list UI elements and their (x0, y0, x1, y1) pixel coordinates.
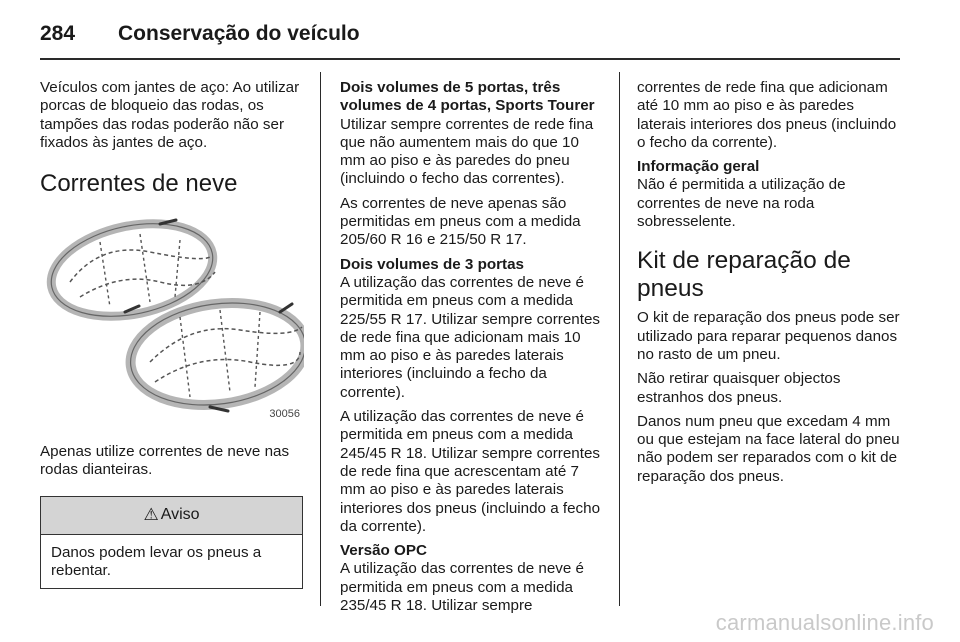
paragraph-opc: A utilização das correntes de neve é permitida em pneus com a medida 235/45 R 18. Utilizar sempre (340, 560, 584, 615)
section-heading-tyre-repair-kit: Kit de reparação de pneus (637, 247, 851, 303)
subheading-5-door: Dois volumes de 5 portas, três volumes de 4 portas, Sports Tourer (340, 79, 595, 115)
warning-box (40, 496, 303, 590)
paragraph-5-door: Utilizar sempre correntes de rede fina que não aumentem mais do que 10 mm ao piso e às paredes do pneu (incluindo o fecho das correntes). (340, 115, 594, 188)
paragraph-repair-kit-3: Danos num pneu que excedam 4 mm ou que estejam na face lateral do pneu não podem ser reparados com o kit de reparação dos pneus. (637, 412, 900, 485)
intro-paragraph: Veículos com jantes de aço: Ao utilizar porcas de bloqueio das rodas, os tampões das rodas poderão não ser fixados às jantes de aço. (40, 79, 300, 151)
column-divider-1 (320, 72, 321, 606)
column-1 (40, 79, 305, 589)
paragraph-general-info: Não é permitida a utilização de correntes de neve na roda sobresselente. (637, 176, 846, 231)
column-3 (637, 79, 907, 492)
warning-title: Aviso (160, 506, 200, 524)
paragraph-repair-kit-1: O kit de reparação dos pneus pode ser utilizado para reparar pequenos danos no rasto de um pneu. (637, 309, 900, 363)
column-2 (340, 79, 608, 621)
warning-text: Danos podem levar os pneus a rebentar. (51, 543, 262, 580)
snow-chains-drawing (40, 212, 304, 427)
warning-header (41, 497, 302, 535)
paragraph-3-door-18: A utilização das correntes de neve é permitida em pneus com a medida 245/45 R 18. Utilizar sempre correntes de rede fina que acrescentam até 7 mm ao piso e às paredes laterais interiores dos pneus (incluindo a fecho da corrente). (340, 408, 601, 535)
column-divider-2 (619, 72, 620, 606)
front-wheels-note: Apenas utilize correntes de neve nas rodas dianteiras. (40, 443, 290, 479)
paragraph-3-door: A utilização das correntes de neve é permitida em pneus com a medida 225/55 R 17. Utilizar sempre correntes de rede fina que adicionam mais 10 mm ao piso e às paredes laterais interiores (incluindo a fecho da corrente). (340, 273, 600, 401)
header-rule (40, 58, 900, 60)
watermark-logo: carmanualsonline.info (715, 610, 934, 635)
subheading-3-door: Dois volumes de 3 portas (340, 255, 524, 273)
page-title: Conservação do veículo (118, 22, 360, 45)
paragraph-repair-kit-2: Não retirar quaisquer objectos estranhos dos pneus. (637, 370, 841, 406)
warning-triangle-icon: ⚠ (143, 505, 159, 525)
section-heading-snow-chains: Correntes de neve (40, 170, 238, 198)
figure-number: 30056 (269, 407, 300, 420)
subheading-opc: Versão OPC (340, 542, 427, 560)
page-number: 284 (40, 22, 76, 45)
subheading-general-info: Informação geral (637, 158, 760, 176)
snow-chains-illustration (40, 212, 304, 427)
page-header (40, 14, 360, 54)
paragraph-5-door-sizes: As correntes de neve apenas são permitidas em pneus com a medida 205/60 R 16 e 215/50 R 17. (340, 194, 581, 249)
paragraph-opc-continued: correntes de rede fina que adicionam até 10 mm ao piso e às paredes laterais interiores dos pneus (incluindo o fecho da corrente). (637, 79, 897, 151)
